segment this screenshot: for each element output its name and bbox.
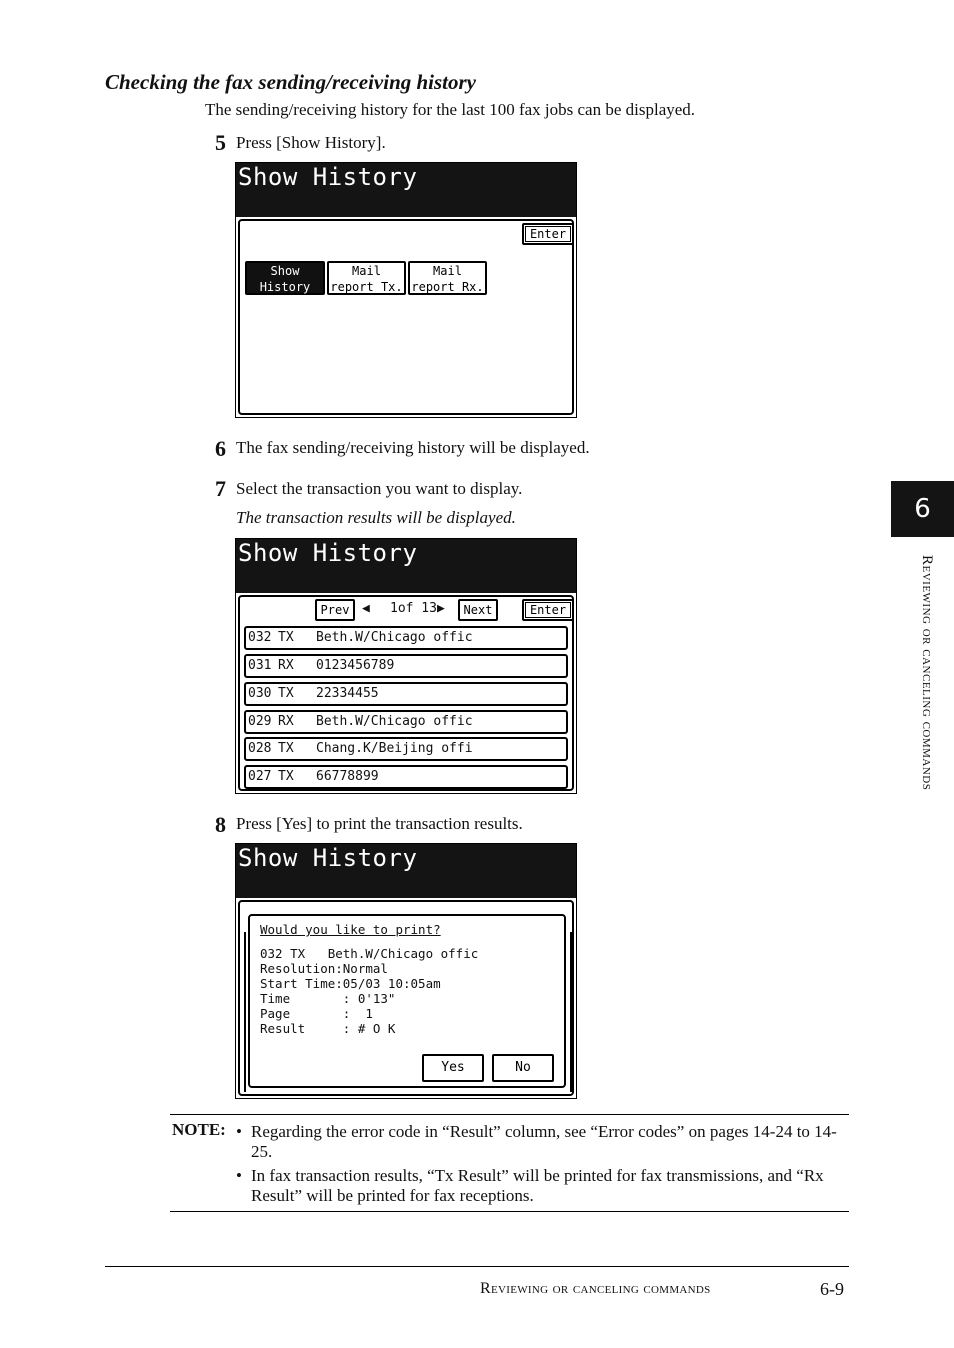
section-title: Checking the fax sending/receiving history bbox=[105, 70, 477, 94]
detail-line: Start Time:05/03 10:05am bbox=[260, 976, 441, 991]
note-label: NOTE: bbox=[172, 1120, 226, 1139]
button-label-line1: Mail bbox=[352, 264, 381, 278]
note-item: Regarding the error code in “Result” column, see “Error codes” on pages 14-24 to 14-25. bbox=[251, 1122, 837, 1161]
step-number: 5 bbox=[215, 130, 226, 155]
history-row[interactable] bbox=[244, 626, 568, 650]
row-type: TX bbox=[278, 741, 294, 756]
row-type: RX bbox=[278, 658, 294, 673]
screen-title: Show History bbox=[238, 844, 418, 872]
enter-button[interactable]: Enter bbox=[522, 599, 574, 621]
history-row[interactable] bbox=[244, 682, 568, 706]
enter-button[interactable]: Enter bbox=[522, 223, 574, 245]
row-name: 0123456789 bbox=[316, 658, 395, 673]
screen-title: Show History bbox=[238, 163, 418, 191]
mail-report-tx-button[interactable] bbox=[327, 261, 406, 295]
row-type: TX bbox=[278, 686, 294, 701]
step-number: 6 bbox=[215, 436, 226, 461]
no-button[interactable]: No bbox=[492, 1054, 554, 1082]
step-number: 7 bbox=[215, 476, 226, 501]
row-name: 22334455 bbox=[316, 686, 379, 701]
footer-rule bbox=[105, 1266, 849, 1267]
detail-line: Result : # O K bbox=[260, 1021, 396, 1036]
page-indicator: 1of 13 bbox=[390, 601, 437, 616]
dialog-details bbox=[260, 946, 478, 1036]
note-item: In fax transaction results, “Tx Result” will be printed for fax transmissions, and “Rx Result” will be printed for fax receptions. bbox=[251, 1166, 824, 1205]
detail-line: 032 TX Beth.W/Chicago offic bbox=[260, 946, 479, 961]
mail-report-rx-button[interactable] bbox=[408, 261, 487, 295]
lcd-screen-print-confirm bbox=[235, 843, 577, 1099]
row-number: 029 bbox=[248, 714, 272, 729]
row-number: 028 bbox=[248, 741, 272, 756]
yes-button[interactable]: Yes bbox=[422, 1054, 484, 1082]
screen-header bbox=[236, 163, 576, 217]
row-number: 030 bbox=[248, 686, 272, 701]
step-text: The fax sending/receiving history will be displayed. bbox=[236, 438, 590, 457]
button-label-line1: Show bbox=[270, 264, 300, 278]
dialog-question: Would you like to print? bbox=[260, 922, 441, 937]
print-confirm-dialog bbox=[248, 914, 566, 1088]
bullet: • bbox=[236, 1122, 242, 1141]
screen-header bbox=[236, 844, 576, 898]
intro-text: The sending/receiving history for the last 100 fax jobs can be displayed. bbox=[205, 100, 696, 119]
row-name: Beth.W/Chicago offic bbox=[316, 714, 473, 729]
page-number: 6-9 bbox=[820, 1279, 844, 1299]
row-name: Chang.K/Beijing offi bbox=[316, 741, 473, 756]
detail-line: Time : 0'13" bbox=[260, 991, 396, 1006]
lcd-screen-history-list bbox=[235, 538, 577, 794]
row-name: Beth.W/Chicago offic bbox=[316, 630, 473, 645]
row-type: TX bbox=[278, 769, 294, 784]
step-number: 8 bbox=[215, 812, 226, 837]
note-top-rule bbox=[170, 1114, 849, 1115]
row-name: 66778899 bbox=[316, 769, 379, 784]
button-label-line2: report Rx. bbox=[411, 280, 484, 294]
screen-title: Show History bbox=[238, 539, 418, 567]
history-row[interactable] bbox=[244, 765, 568, 789]
detail-line: Page : 1 bbox=[260, 1006, 373, 1021]
step-text: Select the transaction you want to display. bbox=[236, 479, 523, 498]
footer-section-title: Reviewing or canceling commands bbox=[480, 1280, 711, 1297]
screen-body bbox=[238, 219, 574, 415]
row-type: RX bbox=[278, 714, 294, 729]
button-label-line1: Mail bbox=[433, 264, 462, 278]
history-row[interactable] bbox=[244, 710, 568, 734]
left-arrow-icon[interactable]: ◀ bbox=[362, 601, 370, 616]
next-button[interactable]: Next bbox=[458, 599, 498, 621]
history-row[interactable] bbox=[244, 737, 568, 761]
note-bottom-rule bbox=[170, 1211, 849, 1212]
row-number: 032 bbox=[248, 630, 272, 645]
bullet: • bbox=[236, 1166, 242, 1185]
chapter-tab: 6 bbox=[891, 481, 954, 537]
step-text: Press [Show History]. bbox=[236, 133, 386, 152]
button-label-line2: History bbox=[259, 280, 311, 294]
screen-body bbox=[238, 595, 574, 791]
lcd-screen-show-history bbox=[235, 162, 577, 418]
show-history-button[interactable] bbox=[245, 261, 325, 295]
step-result-text: The transaction results will be displayed. bbox=[236, 508, 516, 527]
prev-button[interactable]: Prev bbox=[315, 599, 355, 621]
button-label-line2: report Tx. bbox=[330, 280, 403, 294]
right-arrow-icon[interactable]: ▶ bbox=[437, 601, 445, 616]
history-row[interactable] bbox=[244, 654, 568, 678]
row-type: TX bbox=[278, 630, 294, 645]
row-number: 031 bbox=[248, 658, 272, 673]
screen-body bbox=[238, 900, 574, 1096]
screen-header bbox=[236, 539, 576, 593]
step-text: Press [Yes] to print the transaction results. bbox=[236, 814, 523, 833]
detail-line: Resolution:Normal bbox=[260, 961, 388, 976]
chapter-side-label: Reviewing or canceling commands bbox=[919, 555, 935, 791]
row-number: 027 bbox=[248, 769, 272, 784]
